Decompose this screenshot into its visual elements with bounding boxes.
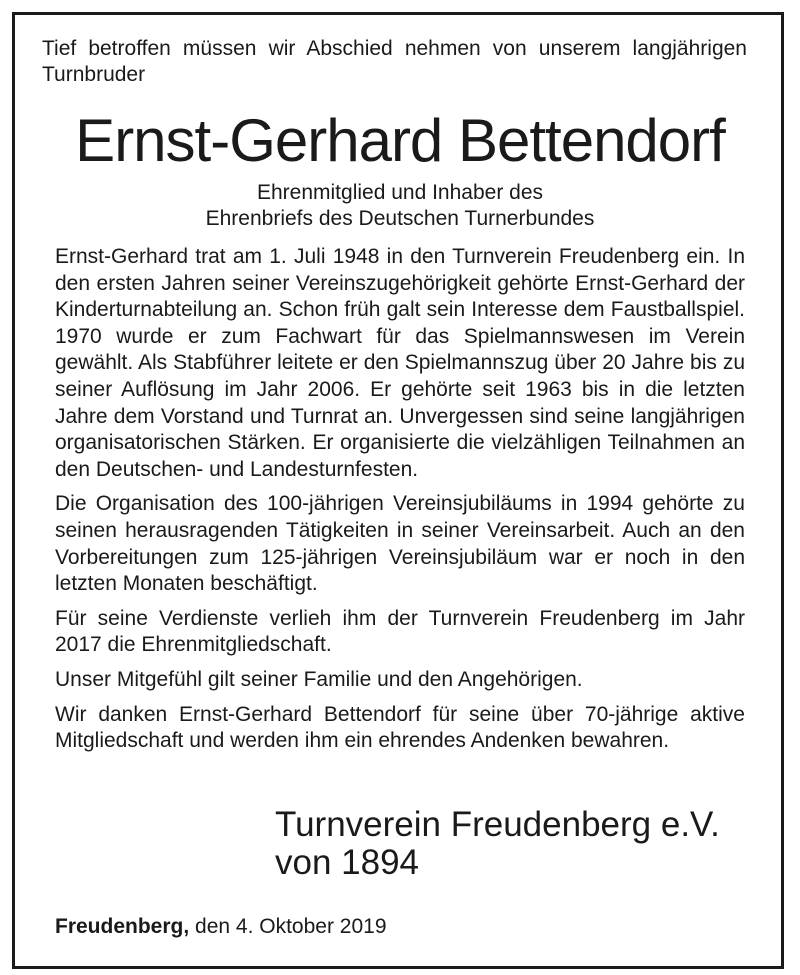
honors-line-1: Ehrenmitglied und Inhaber des [256,181,544,204]
paragraph-biography: Ernst-Gerhard trat am 1. Juli 1948 in den Turnverein Freudenberg ein. In den ersten Jahren seiner Vereinszugehörigkeit gehörte Ernst-Gerhard der Kinderturnabteilung an. Schon früh galt sein Interesse dem Faustballspiel. 1970 wurde er zum Fachwart für das Spielmannswesen im Verein gewählt. Als Stabführer leitete er den Spielmannszug über 20 Jahre bis zu seiner Auflösung im Jahr 2006. Er gehörte seit 1963 bis in die letzten Jahre dem Vorstand und Turnrat an. Unvergessen sind seine langjährigen organisatorischen Stärken. Er organisierte die vielzähligen Teilnahmen an den Deutschen- und Landesturnfesten. [55,245,745,481]
deceased-name: Ernst-Gerhard Bettendorf [75,107,725,174]
intro-text: Tief betroffen müssen wir Abschied nehmen von unserem langjährigen Turnbruder [42,37,747,86]
signature-line-2: von 1894 [275,843,420,882]
place-date-line [55,914,387,940]
place-name: Freudenberg, [55,915,190,938]
signature-line-1: Turnverein Freudenberg e.V. [275,805,720,844]
club-signature [275,806,755,882]
honors-line-2: Ehrenbriefs des Deutschen Turnerbundes [205,207,595,230]
paragraph-condolence: Unser Mitgefühl gilt seiner Familie und den Angehörigen. [55,667,583,691]
paragraph-jubilee: Die Organisation des 100-jährigen Vereinsjubiläums in 1994 gehörte zu seinen herausragenden Tätigkeiten in seiner Vereinsarbeit. Auch an den Vorbereitungen zum 125-jährigen Vereinsjubiläum war er noch in den letzten Monaten beschäftigt. [55,492,745,596]
date-text: den 4. Oktober 2019 [195,915,387,938]
paragraph-thanks: Wir danken Ernst-Gerhard Bettendorf für seine über 70-jährige aktive Mitgliedschaft und werden ihm ein ehrendes Andenken bewahren. [55,702,745,753]
obituary-body [55,244,745,763]
paragraph-honorary-membership: Für seine Verdienste verlieh ihm der Turnverein Freudenberg im Jahr 2017 die Ehrenmitgliedschaft. [55,606,745,657]
honors-block [0,180,800,232]
